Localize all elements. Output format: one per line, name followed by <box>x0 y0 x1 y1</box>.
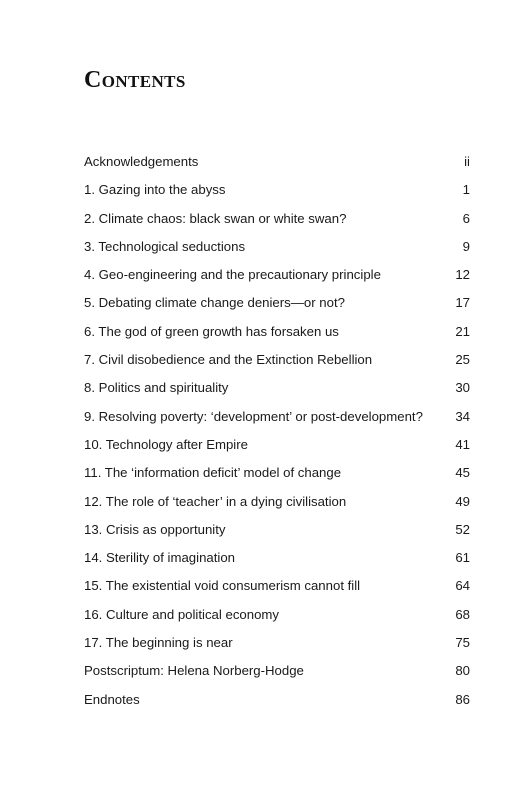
toc-entry-title: 17. The beginning is near <box>84 635 233 651</box>
toc-entry-title: 6. The god of green growth has forsaken us <box>84 323 339 339</box>
toc-entry-page: 45 <box>455 465 470 481</box>
toc-entry-title: 13. Crisis as opportunity <box>84 521 226 537</box>
toc-entry-page: 30 <box>455 380 470 396</box>
toc-entry-title: 9. Resolving poverty: ‘development’ or post-development? <box>84 408 423 424</box>
toc-entry-title: 15. The existential void consumerism cannot fill <box>84 578 361 594</box>
toc-entry[interactable] <box>84 235 470 263</box>
toc-entry-page: 6 <box>462 210 470 226</box>
toc-entry-title: 16. Culture and political economy <box>84 606 279 622</box>
page-title: Contents <box>84 67 186 93</box>
toc-entry-title: 5. Debating climate change deniers—or not? <box>84 295 345 311</box>
toc-entry-page: 64 <box>455 578 470 594</box>
toc-entry-page: 12 <box>455 267 470 283</box>
toc-entry-page: 86 <box>455 691 470 707</box>
toc-entry-title: 3. Technological seductions <box>84 238 246 254</box>
toc-entry[interactable] <box>84 320 470 348</box>
toc-entry-title: 10. Technology after Empire <box>84 436 248 452</box>
toc-entry[interactable] <box>84 405 470 433</box>
toc-entry[interactable] <box>84 603 470 631</box>
toc-entry[interactable] <box>84 263 470 291</box>
toc-entry-title: Postscriptum: Helena Norberg-Hodge <box>84 663 304 679</box>
toc-entry-title: 12. The role of ‘teacher’ in a dying civilisation <box>84 493 347 509</box>
toc-entry[interactable] <box>84 348 470 376</box>
toc-entry-page: 61 <box>455 550 470 566</box>
toc-entry-page: 34 <box>455 408 470 424</box>
toc-entry-page: 41 <box>455 436 470 452</box>
toc-entry-title: 7. Civil disobedience and the Extinction Rebellion <box>84 352 373 368</box>
toc-entry-title: 1. Gazing into the abyss <box>84 182 226 198</box>
toc-entry-title: Acknowledgements <box>84 154 199 169</box>
toc-entry-title: Endnotes <box>84 691 140 707</box>
toc-entry-page: 9 <box>462 238 470 254</box>
toc-entry-title: 14. Sterility of imagination <box>84 550 235 566</box>
toc-entry-page: 75 <box>455 635 470 651</box>
toc-entry-page: 1 <box>462 182 470 198</box>
toc-entry-page: 21 <box>455 323 470 339</box>
toc-entry[interactable] <box>84 490 470 518</box>
toc-entry[interactable] <box>84 150 470 178</box>
toc-entry-page: 68 <box>455 606 470 622</box>
toc-entry[interactable] <box>84 207 470 235</box>
toc-entry[interactable] <box>84 433 470 461</box>
toc-entry-page: 17 <box>455 295 470 311</box>
toc-entry[interactable] <box>84 659 470 687</box>
toc-entry[interactable] <box>84 291 470 319</box>
table-of-contents <box>84 150 470 716</box>
toc-entry-page: 52 <box>455 521 470 537</box>
toc-entry-title: 11. The ‘information deficit’ model of change <box>84 465 342 481</box>
toc-entry[interactable] <box>84 461 470 489</box>
toc-entry-title: 2. Climate chaos: black swan or white swan? <box>84 210 347 226</box>
toc-entry[interactable] <box>84 688 470 716</box>
toc-entry[interactable] <box>84 518 470 546</box>
toc-entry[interactable] <box>84 631 470 659</box>
toc-entry[interactable] <box>84 574 470 602</box>
toc-entry-page: 49 <box>455 493 470 509</box>
toc-entry-page: 80 <box>455 663 470 679</box>
toc-entry[interactable] <box>84 546 470 574</box>
toc-entry-title: 4. Geo-engineering and the precautionary principle <box>84 267 381 283</box>
toc-entry-page: ii <box>464 154 470 169</box>
toc-entry-title: 8. Politics and spirituality <box>84 380 229 396</box>
toc-entry-page: 25 <box>455 352 470 368</box>
toc-entry[interactable] <box>84 178 470 206</box>
toc-entry[interactable] <box>84 376 470 404</box>
